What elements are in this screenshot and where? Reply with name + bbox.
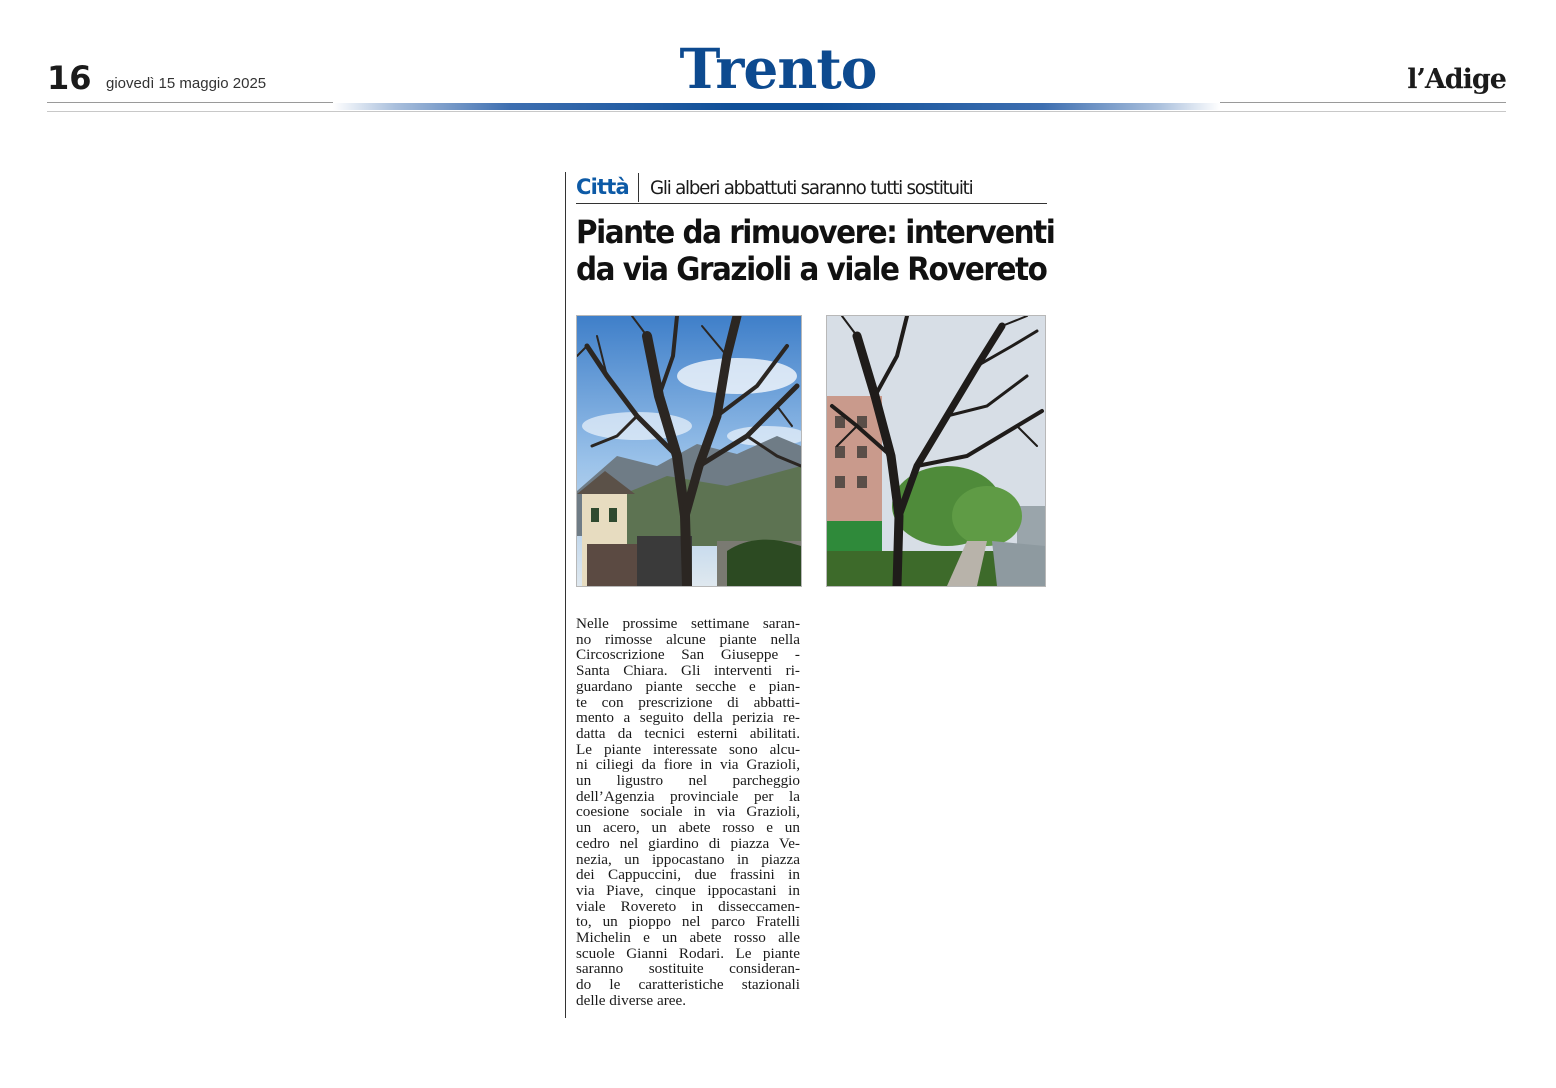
body-line: delle diverse aree. bbox=[576, 991, 687, 1009]
kicker-divider bbox=[638, 173, 639, 202]
kicker-text: Gli alberi abbattuti saranno tutti sostituiti bbox=[650, 177, 973, 199]
photo-tree-riverside bbox=[826, 315, 1046, 587]
headline-line: da via Grazioli a viale Rovereto bbox=[576, 250, 1047, 288]
body-line: Nelle prossime settimane saran- bbox=[576, 615, 800, 632]
body-line: guardano piante secche e pian- bbox=[576, 677, 800, 695]
body-line: cedro nel giardino di piazza Ve- bbox=[576, 834, 800, 852]
body-line: mento a seguito della perizia re- bbox=[576, 709, 800, 727]
headline bbox=[576, 213, 1055, 288]
header-gradient-bar bbox=[333, 103, 1220, 110]
body-line: Michelin e un abete rosso alle bbox=[576, 929, 800, 947]
tree-photo-left-icon bbox=[577, 316, 801, 586]
body-line: datta da tecnici esterni abilitati. bbox=[576, 724, 800, 742]
body-line: scuole Gianni Rodari. Le piante bbox=[576, 944, 800, 962]
issue-date: giovedì 15 maggio 2025 bbox=[106, 75, 267, 92]
photo-tree-villa bbox=[576, 315, 802, 587]
kicker-tag: Città bbox=[576, 175, 629, 199]
article-column-rule bbox=[565, 172, 566, 1018]
body-line: to, un pioppo nel parco Fratelli bbox=[576, 913, 800, 931]
body-line: coesione sociale in via Grazioli, bbox=[576, 803, 800, 821]
body-line: Santa Chiara. Gli interventi ri- bbox=[576, 662, 800, 680]
body-line: Le piante interessate sono alcu- bbox=[576, 740, 800, 758]
kicker-underline bbox=[576, 203, 1047, 204]
body-line: un acero, un abete rosso e un bbox=[576, 819, 800, 837]
header-rule-right bbox=[1220, 102, 1506, 103]
body-line: via Piave, cinque ippocastani in bbox=[576, 881, 800, 899]
body-line: saranno sostituite consideran- bbox=[576, 960, 800, 978]
body-line: un ligustro nel parcheggio bbox=[576, 772, 800, 790]
body-line: viale Rovereto in disseccamen- bbox=[576, 897, 800, 915]
header-underline bbox=[47, 111, 1506, 112]
body-line: Circoscrizione San Giuseppe - bbox=[576, 646, 800, 664]
body-line: dell’Agenzia provinciale per la bbox=[576, 787, 800, 805]
header-rule-left bbox=[47, 102, 333, 103]
body-line: te con prescrizione di abbatti- bbox=[576, 693, 800, 711]
body-line: ni ciliegi da fiore in via Grazioli, bbox=[576, 756, 800, 774]
tree-photo-right-icon bbox=[827, 316, 1045, 586]
body-line: dei Cappuccini, due frassini in bbox=[576, 866, 800, 884]
body-line: nezia, un ippocastano in piazza bbox=[576, 850, 800, 868]
article-body bbox=[576, 616, 800, 1009]
brand-logo: l’Adige bbox=[1407, 64, 1506, 95]
page-number: 16 bbox=[47, 59, 92, 97]
headline-line: Piante da rimuovere: interventi bbox=[576, 213, 1055, 251]
body-line: no rimosse alcune piante nella bbox=[576, 630, 800, 648]
body-line: do le caratteristiche stazionali bbox=[576, 976, 800, 994]
section-title: Trento bbox=[679, 36, 877, 101]
